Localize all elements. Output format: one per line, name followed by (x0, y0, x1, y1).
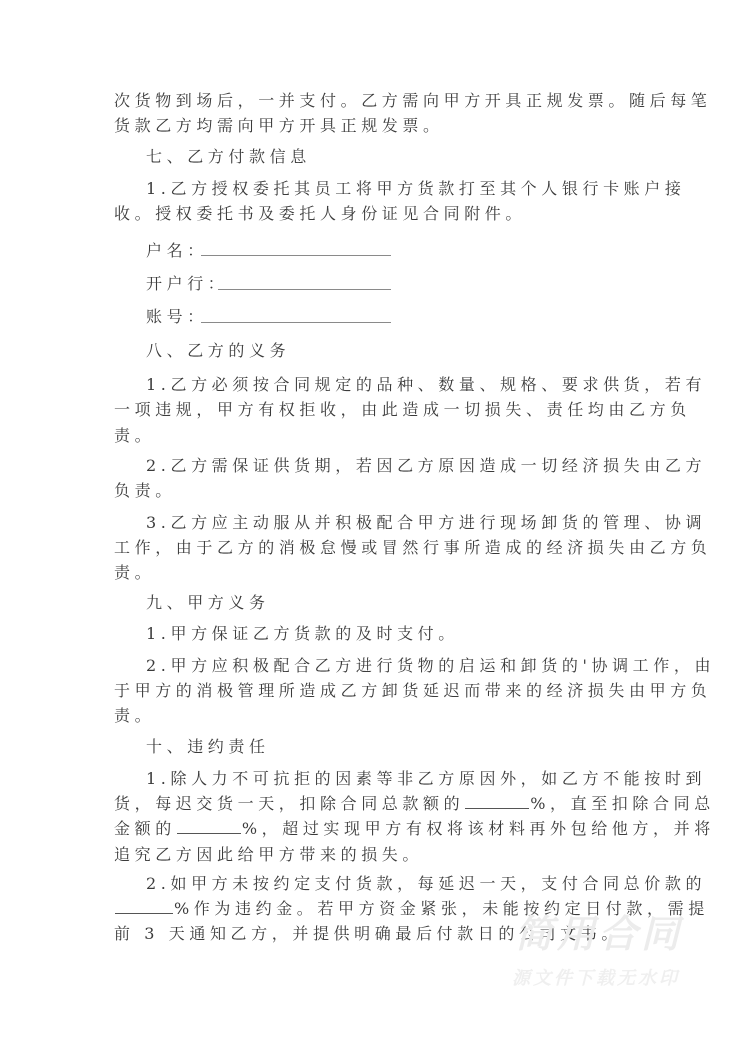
percentage-blank[interactable] (465, 794, 529, 809)
field-label-account-name: 户名： (146, 241, 208, 260)
percentage-blank[interactable] (177, 819, 241, 834)
paragraph-text: %作为违约金。若甲方资金紧张，未能按约定日付款，需提 (174, 899, 709, 918)
watermark-subtitle: 源文件下载无水印 (512, 968, 680, 989)
paragraph-line: 2.乙方需保证供货期，若因乙方原因造成一切经济损失由乙方 (146, 456, 707, 475)
paragraph-line: 收。授权委托书及委托人身份证见合同附件。 (114, 204, 527, 223)
section-heading: 十、违约责任 (146, 737, 270, 756)
paragraph-text: %，超过实现甲方有权将该材料再外包给他方，并将 (241, 819, 715, 838)
field-label-bank: 开户行： (146, 274, 229, 293)
paragraph-line (114, 819, 715, 839)
paragraph-line: 3.乙方应主动服从并积极配合甲方进行现场卸货的管理、协调 (146, 513, 707, 532)
paragraph-text: %，直至扣除合同总 (530, 794, 715, 813)
paragraph-line: 责。 (114, 426, 156, 445)
watermark-title: 简用合同 (515, 912, 684, 956)
paragraph-line: 追究乙方因此给甲方带来的损失。 (114, 845, 424, 864)
paragraph-line: 责。 (114, 563, 156, 582)
paragraph-line: 1.除人力不可抗拒的因素等非乙方原因外，如乙方不能按时到 (146, 769, 707, 788)
paragraph-line: 1.乙方必须按合同规定的品种、数量、规格、要求供货，若有 (146, 375, 707, 394)
section-heading: 七、乙方付款信息 (146, 147, 311, 166)
field-label-account-number: 账号： (146, 307, 208, 326)
paragraph-line: 工作，由于乙方的消极怠慢或冒然行事所造成的经济损失由乙方负 (114, 538, 712, 557)
paragraph-line: 2.如甲方未按约定支付货款，每延迟一天，支付合同总价款的 (146, 874, 707, 893)
percentage-blank[interactable] (115, 899, 173, 914)
account-number-field[interactable] (201, 322, 391, 323)
paragraph-line: 2.甲方应积极配合乙方进行货物的启运和卸货的'协调工作，由 (146, 656, 716, 675)
section-heading: 八、乙方的义务 (146, 341, 291, 360)
paragraph-text: 货，每迟交货一天，扣除合同总款额的 (114, 794, 465, 813)
paragraph-line: 于甲方的消极管理所造成乙方卸货延迟而带来的经济损失由甲方负 (114, 681, 712, 700)
paragraph-line: 前 3 天通知乙方，并提供明确最后付款日的公司文书。 (114, 924, 622, 943)
paragraph-line: 次货物到场后，一并支付。乙方需向甲方开具正规发票。随后每笔 (114, 91, 712, 110)
section-heading: 九、甲方义务 (146, 593, 270, 612)
paragraph-line: 一项违规，甲方有权拒收，由此造成一切损失、责任均由乙方负 (114, 400, 691, 419)
account-name-field[interactable] (201, 255, 391, 256)
paragraph-line: 1.乙方授权委托其员工将甲方货款打至其个人银行卡账户接 (146, 179, 686, 198)
paragraph-line: 货款乙方均需向甲方开具正规发票。 (114, 116, 444, 135)
paragraph-line: 责。 (114, 706, 156, 725)
paragraph-line: 负责。 (114, 481, 176, 500)
paragraph-line: 1.甲方保证乙方货款的及时支付。 (146, 624, 459, 643)
paragraph-text: 金额的 (114, 819, 176, 838)
bank-field[interactable] (218, 289, 391, 290)
paragraph-line (114, 794, 715, 814)
